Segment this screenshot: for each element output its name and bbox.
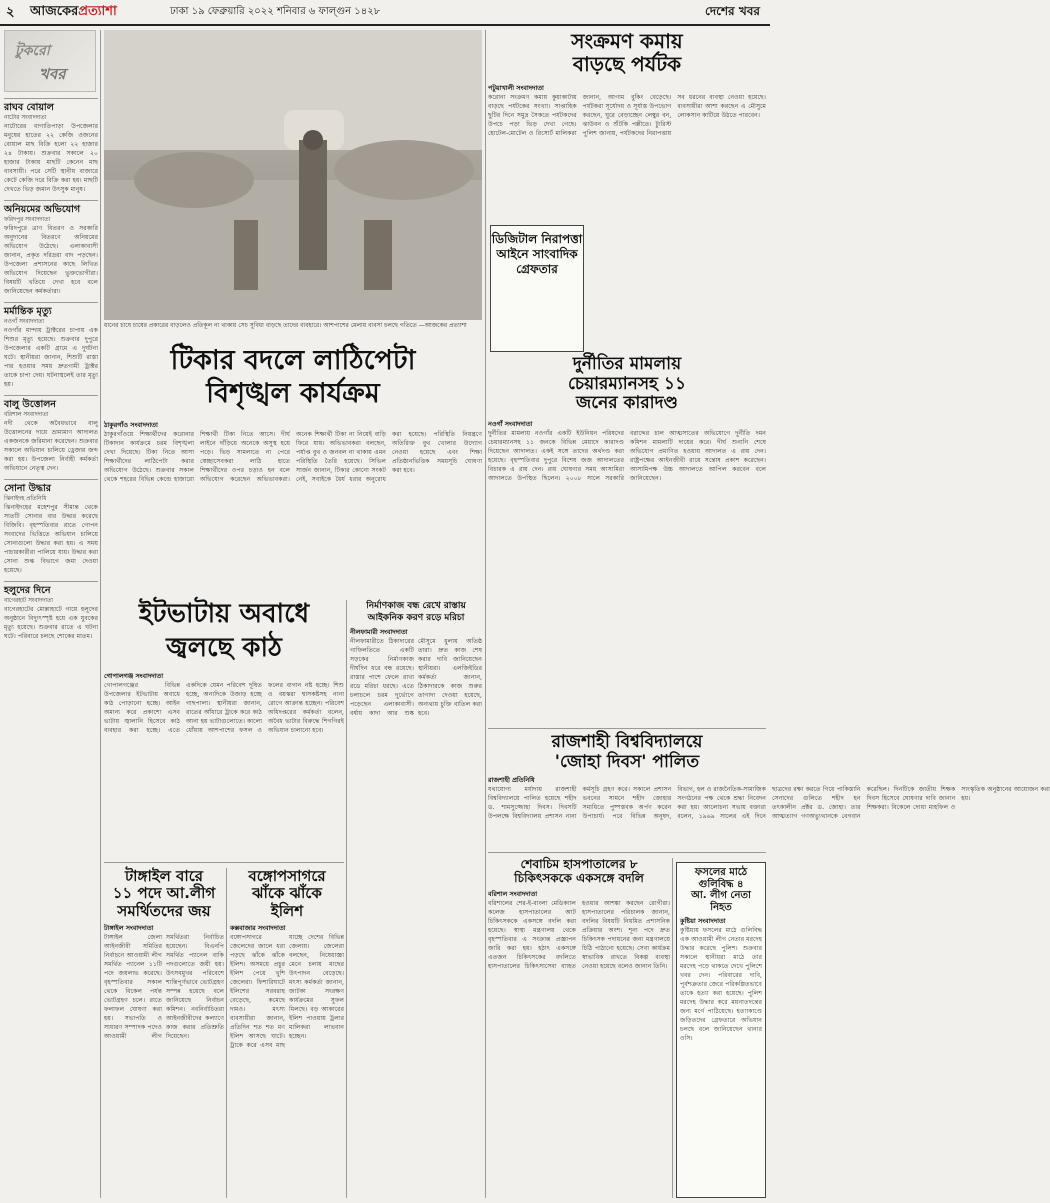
corruption-headline-2: চেয়ারম্যানসহ ১১ — [568, 373, 686, 394]
tangail-body: টাঙ্গাইল জেলা আইনজীবী সমিতির নির্বাচনে আওয়ামী লীগ সমর্থিত প্যানেল ১১টি পদে জয়লাভ করেছে। বৃহস্পতিবার সকাল থেকে বিকেল পর্যন্ত ভোটগ্রহণ চলে। রাতে ফলাফল ঘোষণা করা হয়। সভাপতি ও সাধারণ সম্পাদক পদেও আওয়ামী লীগ সমর্থিতরা নির্বাচিত হয়েছেন। বিএনপি সমর্থিত প্যানেল বাকি পদগুলোতে জয়ী হয়। উৎসবমুখর পরিবেশে শান্তিপূর্ণভাবে ভোটগ্রহণ সম্পন্ন হয়েছে বলে জানিয়েছে নির্বাচন কমিশন। নবনির্বাচিতরা আইনজীবীদের কল্যাণে কাজ করার প্রতিশ্রুতি দিয়েছেন। — [104, 933, 224, 1040]
section-title: দেশের খবর — [704, 4, 760, 18]
paper-name-brand: প্রত্যাশা — [78, 4, 117, 19]
hilsa-byline: কক্সবাজার সংবাদদাতা — [230, 923, 286, 932]
hospital-body: বরিশালের শের-ই-বাংলা মেডিক্যাল কলেজ হাসপাতালের আট চিকিৎসককে একসঙ্গে বদলি করা হয়েছে। স্বাস্থ্য মন্ত্রণালয় থেকে বৃহস্পতিবার এ সংক্রান্ত প্রজ্ঞাপন জারি করা হয়। হঠাৎ একসঙ্গে এতজন চিকিৎসকের বদলিতে হাসপাতালের চিকিৎসাসেবা ব্যাহত হওয়ার আশঙ্কা করছেন রোগীরা। হাসপাতালের পরিচালক জানান, বদলির বিষয়টি নিয়মিত প্রশাসনিক প্রক্রিয়ার অংশ। শূন্য পদে দ্রুত চিকিৎসক পদায়নের জন্য মন্ত্রণালয়ে চিঠি পাঠানো হয়েছে। সেবা কার্যক্রম স্বাভাবিক রাখতে বিকল্প ব্যবস্থা নেওয়া হয়েছে বলেও জানান তিনি। — [488, 899, 670, 970]
sidebar-news-headline: অনিয়মের অভিযোগ — [4, 204, 81, 215]
sidebar-news-item — [4, 302, 98, 389]
murder-headline-3: আ. লীগ নেতা — [691, 890, 751, 901]
tangail-headline-2: ১১ পদে আ.লীগ — [112, 884, 216, 903]
hospital-headline-1: শেবাচিম হাসপাতালের ৮ — [520, 857, 638, 871]
sidebar-news-byline: ফরিদপুর সংবাদদাতা — [4, 217, 51, 223]
sidebar-news-body: ঝিনাইদহের মহেশপুর সীমান্ত থেকে সাতটি সোনার বার উদ্ধার করেছে বিজিবি। বৃহস্পতিবার রাতে গোপন সংবাদের ভিত্তিতে অভিযান চালিয়ে সোনাগুলো উদ্ধার করা হয়। এ সময় পাচারকারীরা পালিয়ে যায়। উদ্ধার করা সোনা শুল্ক বিভাগে জমা দেওয়া হয়েছে। — [4, 504, 98, 574]
sidebar-news-byline: নাটোর সংবাদদাতা — [4, 115, 47, 121]
tangail-headline-3: সমর্থিতদের জয় — [117, 901, 211, 920]
vaccine-headline-2: বিশৃঙ্খল কার্যক্রম — [206, 378, 380, 410]
hospital-story — [488, 858, 670, 1198]
murder-byline: কুষ্টিয়া সংবাদদাতা — [680, 917, 726, 925]
hilsa-headline-2: ঝাঁকে ঝাঁকে — [252, 884, 322, 903]
paper-name-prefix: আজকের — [30, 4, 79, 19]
sidebar-news-item — [4, 98, 98, 194]
paper-name — [30, 2, 117, 23]
hilsa-headline-1: বঙ্গোপসাগরে — [248, 867, 326, 885]
road-story — [350, 600, 482, 1198]
sidebar-news-body: বাগেরহাটের মোল্লাহাটে গায়ে হলুদের অনুষ্ঠানে বিদ্যুৎস্পৃষ্ট হয়ে এক যুবকের মৃত্যু হয়েছে। শুক্রবার রাতে এ ঘটনা ঘটে। পরিবারে চলছে শোকের মাতম। — [4, 606, 98, 640]
masthead — [0, 0, 770, 26]
sidebar-news-body: ফরিদপুরে ত্রাণ বিতরণ ও সরকারি অনুদানের বিতরণে অনিয়মের অভিযোগ উঠেছে। এলাকাবাসী জানান, প্রকৃত দরিদ্ররা বাদ পড়ছেন। উপজেলা প্রশাসনের কাছে লিখিত অভিযোগ দিয়েছেন ভুক্তভোগীরা। বিষয়টি খতিয়ে দেখা হবে বলে জানিয়েছেন কর্মকর্তারা। — [4, 225, 98, 295]
hilsa-body: বঙ্গোপসাগরে জেলেদের জালে ধরা পড়ছে ঝাঁকে ঝাঁকে ইলিশ। অসময়ে প্রচুর ইলিশ পেয়ে খুশি জেলেরা। ফিশারিঘাটে ইলিশের সরবরাহ বেড়েছে, কমেছে দামও। মৎস্য ব্যবসায়ীরা জানান, প্রতিদিন শত শত মণ ইলিশ আসছে ঘাটে। ট্রাকে করে এসব মাছ যাচ্ছে দেশের বিভিন্ন জেলায়। জেলেরা বলছেন, নিষেধাজ্ঞা মেনে চলায় মাছের উৎপাদন বেড়েছে। মৎস্য কর্মকর্তা জানান, জাটকা সংরক্ষণ কার্যক্রমের সুফল মিলছে। বড় আকারের ইলিশ পাওয়ায় ট্রলার মালিকরা লাভবান হচ্ছেন। — [230, 933, 344, 1049]
rajshahi-story — [488, 732, 1050, 848]
corruption-story — [488, 355, 766, 725]
sidebar-news-item — [4, 581, 98, 641]
tourism-headline-2: বাড়ছে পর্যটক — [572, 52, 682, 76]
murder-body: কুষ্টিয়ায় ফসলের মাঠে গুলিবিদ্ধ এক আওয়ামী লীগ নেতার মরদেহ উদ্ধার করেছে পুলিশ। শুক্রবার সকালে স্থানীয়রা মাঠে তার মরদেহ পড়ে থাকতে দেখে পুলিশে খবর দেন। পরিবারের দাবি, পূর্বশত্রুতার জেরে পরিকল্পিতভাবে তাকে হত্যা করা হয়েছে। পুলিশ মরদেহ উদ্ধার করে ময়নাতদন্তের জন্য মর্গে পাঠিয়েছে। হত্যাকাণ্ডে জড়িতদের গ্রেফতারে অভিযান চলছে বলে জানিয়েছেন থানার ওসি। — [680, 927, 762, 1042]
digital-law-story — [490, 225, 584, 352]
page-number: ২ — [6, 5, 15, 20]
corruption-byline: নওগাঁ সংবাদদাতা — [488, 419, 533, 428]
sidebar-news-item — [4, 200, 98, 296]
corruption-headline-3: জনের কারাদণ্ড — [576, 393, 678, 414]
sidebar-news-headline: রাঘব বোয়াল — [4, 102, 54, 113]
rajshahi-byline: রাজশাহী প্রতিনিধি — [488, 776, 535, 785]
photo-scene — [104, 30, 482, 320]
sidebar-list — [4, 98, 98, 641]
sidebar-news-headline: হলুদের দিনে — [4, 585, 51, 596]
hilsa-story — [230, 868, 344, 1198]
vaccine-body: ঠাকুরগাঁওয়ে শিক্ষার্থীদের করোনার টিকাদান কার্যক্রমে চরম বিশৃঙ্খলা দেখা দিয়েছে। টিকা নিতে আসা শিক্ষার্থীদের লাঠিপেটা করার অভিযোগ উঠেছে। শুক্রবার সকাল থেকে শহরের বিভিন্ন কেন্দ্রে হাজারো শিক্ষার্থী টিকা নিতে আসে। দীর্ঘ লাইনে দাঁড়িয়ে অনেকে অসুস্থ হয়ে পড়ে। ভিড় সামলাতে না পেরে স্বেচ্ছাসেবকরা লাঠি হাতে শিক্ষার্থীদের ওপর চড়াও হন বলে অভিযোগ করেছেন অভিভাবকরা। অনেক শিক্ষার্থী টিকা না নিয়েই বাড়ি ফিরে যায়। অভিভাবকরা বলছেন, পর্যাপ্ত বুথ ও জনবল না থাকায় এমন পরিস্থিতি তৈরি হয়েছে। সিভিল সার্জন জানান, টিকার কোনো সংকট নেই, সবাইকে ধৈর্য ধরার অনুরোধ করা হয়েছে। পরিস্থিতি নিয়ন্ত্রণে অতিরিক্ত বুথ খোলার উদ্যোগ নেওয়া হয়েছে এবং শিক্ষা প্রতিষ্ঠানভিত্তিক সময়সূচি ঘোষণা করা হবে। — [104, 431, 482, 484]
murder-headline-2: গুলিবিদ্ধ ৪ — [698, 878, 744, 890]
sidebar-news-body: নাটোরের বাগাতিপাড়া উপজেলার মনুষের হাতের ২২ কেজি ওজনের বোয়াল মাছ বিক্রি হলো ২২ হাজার ২৪ টাকায়। শুক্রবার সকালে ২০ হাজার টাকায় মাছটি কেনেন মাছ ব্যবসায়ী। পরে সেটি স্থানীয় বাজারে কেটে কেজি দরে বিক্রি করা হয়। মাছটি দেখতে ভিড় জমান উৎসুক মানুষ। — [4, 123, 98, 193]
sidebar-news-body: নদী থেকে অবৈধভাবে বালু উত্তোলনের দায়ে ভ্রাম্যমাণ আদালত একজনকে জরিমানা করেছেন। শুক্রবার সকালে অভিযান চালিয়ে ড্রেজার জব্দ করা হয়। উপজেলা নির্বাহী কর্মকর্তা অভিযানে নেতৃত্ব দেন। — [4, 420, 98, 472]
brickfield-headline-2: জ্বলছে কাঠ — [166, 632, 282, 663]
murder-headline-4: নিহত — [710, 901, 732, 913]
hospital-byline: বরিশাল সংবাদদাতা — [488, 889, 538, 898]
murder-headline-1: ফসলের মাঠে — [694, 867, 748, 878]
sidebar-news-byline: বরিশাল সংবাদদাতা — [4, 412, 49, 418]
vaccine-byline: ঠাকুরগাঁও সংবাদদাতা — [104, 421, 158, 430]
sidebar-news-item — [4, 395, 98, 473]
digital-law-headline: ডিজিটাল নিরাপত্তা আইনে সাংবাদিক গ্রেফতার — [491, 232, 583, 276]
brickfield-body: গোপালগঞ্জের বিভিন্ন উপজেলার ইটভাটায় অবাধে কাঠ পোড়ানো হচ্ছে। আইন অমান্য করে প্রকাশ্যে এসব ভাটায় জ্বালানি হিসেবে কাঠ ব্যবহার করা হচ্ছে। এতে একদিকে যেমন পরিবেশ দূষিত হচ্ছে, অন্যদিকে উজাড় হচ্ছে গাছপালা। স্থানীয়রা জানান, রাতের আঁধারে ট্রাকে করে কাঠ আনা হয় ভাটাগুলোতে। কালো ধোঁয়ায় আশপাশের ফসল ও ফলের বাগান নষ্ট হচ্ছে। শিশু ও বয়স্করা শ্বাসকষ্টসহ নানা রোগে আক্রান্ত হচ্ছেন। পরিবেশ অধিদপ্তরের কর্মকর্তা বলেন, অবৈধ ভাটার বিরুদ্ধে শিগগিরই অভিযান চালানো হবে। — [104, 681, 344, 734]
sidebar-news-body: নওগাঁর মান্দায় ট্রাক্টরের চাপায় এক শিশুর মৃত্যু হয়েছে। শুক্রবার দুপুরে উপজেলার একটি গ্রামে এ দুর্ঘটনা ঘটে। স্থানীয়রা জানান, শিশুটি রাস্তা পার হওয়ার সময় দ্রুতগামী ট্রাক্টর তাকে চাপা দেয়। ঘটনাস্থলেই তার মৃত্যু হয়। — [4, 327, 98, 388]
sidebar-title-top: টুকরো — [15, 43, 50, 59]
sidebar-news-headline: সোনা উদ্ধার — [4, 483, 51, 494]
road-body: নীলফামারীতে ঠিকাদারের গাফিলতিতে একটি সড়কের নির্মাণকাজ দীর্ঘদিন ধরে বন্ধ রয়েছে। রাস্তার পাশে ফেলে রাখা রডে মরিচা ধরছে। এতে চলাচলে চরম দুর্ভোগে পড়েছেন এলাকাবাসী। বর্ষায় কাদা আর শুষ্ক মৌসুমে ধুলায় অতিষ্ঠ তারা। দ্রুত কাজ শেষ করার দাবি জানিয়েছেন স্থানীয়রা। এলজিইডির কর্মকর্তা জানান, ঠিকাদারকে কাজ শুরুর তাগাদা দেওয়া হয়েছে, অন্যথায় চুক্তি বাতিল করা হবে। — [350, 638, 482, 717]
sidebar — [4, 30, 98, 1198]
sidebar-news-headline: মর্মান্তিক মৃত্যু — [4, 306, 52, 317]
road-headline: নির্মাণকাজ বন্ধ রেখে রাস্তায় আইকনিক করণ রড়ে মরিচা — [366, 601, 466, 623]
brickfield-story — [104, 600, 344, 860]
photo-caption: ধানের চাষে চাষের প্রকারের বাড়লেও প্রতিকূল না থাকায় সেচ সুবিধা বাড়ছে তাদের ব্যবহারে। আশপাশের মেলায় ব্যবসা চলছে গতিতে —আজকের প্রত্যাশা — [104, 322, 467, 329]
dateline: ঢাকা ১৯ ফেব্রুয়ারি ২০২২ শনিবার ৬ ফাল্গুন ১৪২৮ — [170, 6, 381, 17]
sidebar-news-headline: বালু উত্তোলন — [4, 399, 56, 410]
vaccine-headline-1: টিকার বদলে লাঠিপেটা — [170, 345, 416, 376]
brickfield-headline-1: ইটভাটায় অবাধে — [138, 599, 310, 629]
hospital-headline-2: চিকিৎসককে একসঙ্গে বদলি — [514, 870, 644, 885]
brickfield-byline: গোপালগঞ্জ সংবাদদাতা — [104, 671, 164, 680]
main-photo — [104, 30, 482, 320]
sidebar-news-byline: ঝিনাইদহ প্রতিনিধি — [4, 496, 47, 502]
vaccine-story — [104, 345, 482, 595]
rajshahi-headline-2: 'জোহা দিবস' পালিত — [554, 751, 700, 772]
murder-story — [676, 862, 766, 1198]
tourism-headline-1: সংক্রমণ কমায় — [571, 29, 683, 53]
rajshahi-body: যথাযোগ্য মর্যাদায় রাজশাহী বিশ্ববিদ্যালয়ে পালিত হয়েছে শহীদ ড. শামসুজ্জোহা দিবস। দিবসটি উপলক্ষে বিশ্ববিদ্যালয় প্রশাসন নানা কর্মসূচি গ্রহণ করে। সকালে প্রশাসন ভবনের সামনে শহীদ জোহার সমাধিতে পুষ্পস্তবক অর্পণ করেন উপাচার্য। পরে বিভিন্ন অনুষদ, বিভাগ, হল ও রাজনৈতিক-সামাজিক সংগঠনের পক্ষ থেকে শ্রদ্ধা নিবেদন করা হয়। আলোচনা সভায় বক্তারা বলেন, ১৯৬৯ সালের এই দিনে ছাত্রদের রক্ষা করতে গিয়ে পাকিস্তানি সেনাদের গুলিতে শহীদ হন তৎকালীন প্রক্টর ড. জোহা। তার আত্মত্যাগ গণঅভ্যুত্থানকে বেগবান করেছিল। দিনটিকে জাতীয় শিক্ষক দিবস হিসেবে ঘোষণার দাবি জানান শিক্ষকরা। বিকেলে দোয়া মাহফিল ও সাংস্কৃতিক অনুষ্ঠানের আয়োজন করা হয়। — [488, 786, 1050, 821]
rajshahi-headline-1: রাজশাহী বিশ্ববিদ্যালয়ে — [551, 732, 703, 752]
tangail-headline-1: টাঙ্গাইল বারে — [125, 867, 203, 885]
sidebar-title-bottom: খবর — [39, 65, 66, 83]
sidebar-banner — [4, 30, 96, 92]
tourism-body: করোনা সংক্রমণ কমায় কুয়াকাটায় বাড়ছে পর্যটকের সংখ্যা। সাপ্তাহিক ছুটির দিনে সমুদ্র সৈকতে পর্যটকদের উপচে পড়া ভিড় দেখা গেছে। হোটেল-মোটেল ও রিসোর্ট মালিকরা জানান, আগাম বুকিং বেড়েছে। পর্যটকরা সূর্যোদয় ও সূর্যাস্ত উপভোগ করছেন, ঘুরে বেড়াচ্ছেন লেম্বুর বন, ঝাউবন ও শুঁটকি পল্লীতে। ট্যুরিস্ট পুলিশ জানায়, পর্যটকদের নিরাপত্তায় সব ধরনের ব্যবস্থা নেওয়া হয়েছে। ব্যবসায়ীরা আশা করছেন এ মৌসুমে লোকসান কাটিয়ে উঠতে পারবেন। — [488, 94, 766, 137]
tangail-byline: টাঙ্গাইল সংবাদদাতা — [104, 923, 154, 932]
tangail-story — [104, 868, 224, 1198]
road-byline: নীলফামারী সংবাদদাতা — [350, 628, 408, 636]
corruption-headline-1: দুর্নীতির মামলায় — [572, 354, 682, 374]
corruption-body: দুর্নীতির মামলায় নওগাঁর একটি ইউনিয়ন পরিষদের চেয়ারম্যানসহ ১১ জনকে বিভিন্ন মেয়াদে কারাদণ্ড দিয়েছেন আদালত। একই সঙ্গে তাদের অর্থদণ্ড করা হয়েছে। বৃহস্পতিবার দুপুরে বিশেষ জজ আদালতের বিচারক এ রায় দেন। রায় ঘোষণার সময় আসামিরা আদালতে উপস্থিত ছিলেন। ২০০৮ সালে সরকারি বরাদ্দের চাল আত্মসাতের অভিযোগে দুর্নীতি দমন কমিশন মামলাটি দায়ের করে। দীর্ঘ শুনানি শেষে অভিযোগ প্রমাণিত হওয়ায় আদালত এ রায় দেন। রাষ্ট্রপক্ষের আইনজীবী রায়ে সন্তোষ প্রকাশ করেছেন। আসামিপক্ষ উচ্চ আদালতে আপিল করবেন বলে জানিয়েছেন। — [488, 429, 766, 482]
sidebar-news-byline: বাগেরহাট সংবাদদাতা — [4, 598, 53, 604]
sidebar-news-byline: নওগাঁ সংবাদদাতা — [4, 319, 45, 325]
tourism-byline: পটুয়াখালী সংবাদদাতা — [488, 84, 544, 92]
hilsa-headline-3: ইলিশ — [270, 901, 304, 920]
sidebar-news-item — [4, 479, 98, 575]
